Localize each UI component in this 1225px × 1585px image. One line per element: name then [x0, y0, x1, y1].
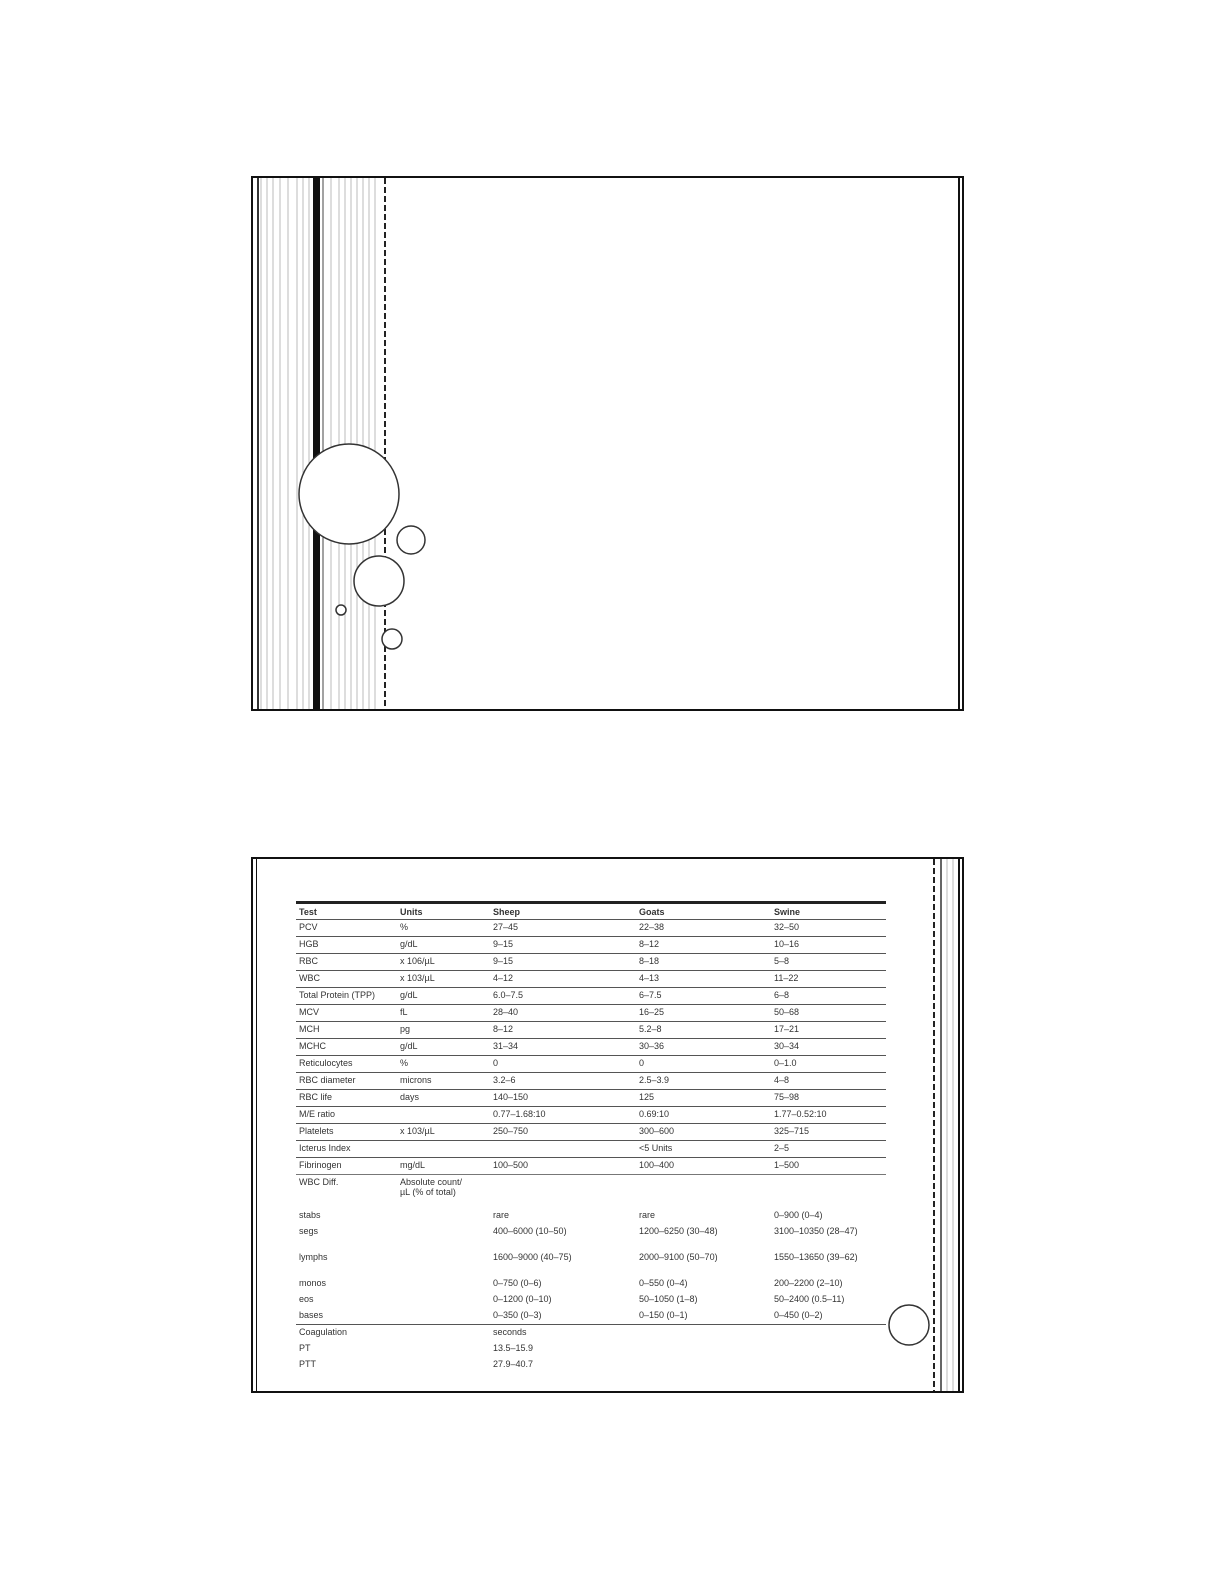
table-cell: 27–45: [490, 920, 636, 937]
wbc-diff-row: [296, 1308, 886, 1325]
table-cell: g/dL: [397, 1039, 490, 1056]
table-cell: Reticulocytes: [296, 1056, 397, 1073]
table-cell: 0.69:10: [636, 1107, 771, 1124]
table-cell: [397, 1250, 490, 1266]
table-cell: g/dL: [397, 988, 490, 1005]
table-cell: 200–2200 (2–10): [774, 1278, 843, 1288]
wbc-diff-row: [296, 1224, 886, 1240]
table-cell: MCHC: [296, 1039, 397, 1056]
table-cell: PTT: [299, 1359, 316, 1369]
table-cell: %: [397, 1056, 490, 1073]
table-cell: 140–150: [490, 1090, 636, 1107]
column-header: Test: [296, 903, 397, 920]
table-cell: g/dL: [397, 937, 490, 954]
table-cell: fL: [397, 1005, 490, 1022]
table-cell: 50–2400 (0.5–11): [774, 1294, 845, 1304]
table-cell: MCV: [296, 1005, 397, 1022]
table-cell: 0–900 (0–4): [774, 1210, 823, 1220]
table-cell: 6.0–7.5: [490, 988, 636, 1005]
column-header: Units: [397, 903, 490, 920]
table-cell: PT: [299, 1343, 311, 1353]
table-cell: 0–1200 (0–10): [493, 1294, 552, 1304]
table-cell: [397, 1341, 490, 1357]
coagulation-header-row: [296, 1325, 886, 1342]
table-cell: [397, 1276, 490, 1292]
table-cell: 17–21: [771, 1022, 886, 1039]
table-cell: [397, 1325, 490, 1342]
table-cell: 2.5–3.9: [636, 1073, 771, 1090]
wbc-diff-row: [296, 1292, 886, 1308]
table-row: [296, 920, 886, 937]
table-cell: bases: [299, 1310, 324, 1320]
table-cell: [397, 1357, 490, 1373]
table-cell: [636, 1175, 771, 1199]
table-cell: WBC Diff.: [299, 1177, 339, 1187]
table-cell: Total Protein (TPP): [296, 988, 397, 1005]
table-cell: seconds: [490, 1325, 636, 1342]
table-cell: 0.77–1.68:10: [490, 1107, 636, 1124]
table-cell: 0–450 (0–2): [774, 1310, 823, 1320]
table-cell: 100–400: [636, 1158, 771, 1175]
table-cell: [397, 1107, 490, 1124]
table-row: [296, 1141, 886, 1158]
table-cell: 1200–6250 (30–48): [639, 1226, 718, 1236]
coagulation-row: [296, 1357, 886, 1373]
column-header: Goats: [636, 903, 771, 920]
table-cell: 3100–10350 (28–47): [774, 1226, 858, 1236]
table-cell: %: [397, 920, 490, 937]
table-cell: rare: [493, 1210, 510, 1220]
table-cell: 8–12: [636, 937, 771, 954]
table-cell: 28–40: [490, 1005, 636, 1022]
table-row: [296, 971, 886, 988]
column-header: Swine: [771, 903, 886, 920]
table-cell: 3.2–6: [490, 1073, 636, 1090]
table-cell: [636, 1357, 771, 1373]
slide-2: [251, 857, 964, 1393]
table-cell: HGB: [296, 937, 397, 954]
table-cell: 22–38: [636, 920, 771, 937]
table-cell: PCV: [296, 920, 397, 937]
slide-1-decoration: [253, 178, 964, 711]
units-line: Absolute count/: [400, 1177, 463, 1187]
spacer-row: [296, 1266, 886, 1276]
table-cell: rare: [639, 1210, 656, 1220]
table-cell: RBC: [296, 954, 397, 971]
table-cell: 5–8: [771, 954, 886, 971]
coagulation-row: [296, 1341, 886, 1357]
table-cell: 250–750: [490, 1124, 636, 1141]
wbc-diff-row: [296, 1250, 886, 1266]
table-cell: [771, 1357, 886, 1373]
table-cell: [771, 1325, 886, 1342]
table-cell: [397, 1224, 490, 1240]
table-row: [296, 1107, 886, 1124]
spacer-row: [296, 1240, 886, 1250]
table-cell: 300–600: [636, 1124, 771, 1141]
table-cell: 1550–13650 (39–62): [774, 1252, 858, 1262]
table-cell: 4–8: [771, 1073, 886, 1090]
table-cell: 0: [490, 1056, 636, 1073]
table-cell: 4–12: [490, 971, 636, 988]
table-cell: 125: [636, 1090, 771, 1107]
table-cell: 75–98: [771, 1090, 886, 1107]
slide-1: [251, 176, 964, 711]
table-cell: [490, 1175, 636, 1199]
table-cell: 6–8: [771, 988, 886, 1005]
table-cell: x 106/µL: [397, 954, 490, 971]
table-cell: [397, 1175, 490, 1199]
table-cell: 8–18: [636, 954, 771, 971]
table-cell: 6–7.5: [636, 988, 771, 1005]
table-row: [296, 1158, 886, 1175]
table-row: [296, 988, 886, 1005]
table-row: [296, 954, 886, 971]
table-cell: lymphs: [299, 1252, 328, 1262]
table-row: [296, 937, 886, 954]
units-line: µL (% of total): [400, 1187, 456, 1197]
table-row: [296, 1073, 886, 1090]
table-row: [296, 1005, 886, 1022]
table-cell: RBC life: [296, 1090, 397, 1107]
table-cell: 5.2–8: [636, 1022, 771, 1039]
table-cell: [397, 1208, 490, 1224]
table-row: [296, 1056, 886, 1073]
table-cell: <5 Units: [636, 1141, 771, 1158]
hematology-reference-table: [296, 901, 886, 1373]
table-cell: 2–5: [771, 1141, 886, 1158]
table-row: [296, 1039, 886, 1056]
table-cell: [636, 1341, 771, 1357]
table-cell: pg: [397, 1022, 490, 1039]
table-cell: 30–34: [771, 1039, 886, 1056]
table-cell: 1.77–0.52:10: [771, 1107, 886, 1124]
table-row: [296, 1090, 886, 1107]
table-cell: 50–68: [771, 1005, 886, 1022]
table-header-row: [296, 903, 886, 920]
wbc-diff-row: [296, 1208, 886, 1224]
wbc-diff-header-row: [296, 1175, 886, 1199]
table-cell: WBC: [296, 971, 397, 988]
table-cell: mg/dL: [397, 1158, 490, 1175]
table-cell: 0–550 (0–4): [639, 1278, 688, 1288]
table-cell: stabs: [299, 1210, 321, 1220]
table-cell: [490, 1141, 636, 1158]
table-cell: 27.9–40.7: [493, 1359, 534, 1369]
table-cell: 50–1050 (1–8): [639, 1294, 698, 1304]
table-row: [296, 1124, 886, 1141]
table-cell: Icterus Index: [296, 1141, 397, 1158]
table-cell: [397, 1141, 490, 1158]
table-cell: Fibrinogen: [296, 1158, 397, 1175]
table-cell: 0–1.0: [771, 1056, 886, 1073]
table-cell: 1600–9000 (40–75): [493, 1252, 572, 1262]
table-cell: segs: [299, 1226, 319, 1236]
table-cell: 0–150 (0–1): [639, 1310, 688, 1320]
table-cell: Platelets: [296, 1124, 397, 1141]
table-cell: monos: [299, 1278, 327, 1288]
table-cell: [771, 1341, 886, 1357]
table-cell: 325–715: [771, 1124, 886, 1141]
table-cell: [397, 1292, 490, 1308]
spacer-row: [296, 1198, 886, 1208]
table-cell: 0: [636, 1056, 771, 1073]
table-cell: 1–500: [771, 1158, 886, 1175]
table-cell: 16–25: [636, 1005, 771, 1022]
table-cell: M/E ratio: [296, 1107, 397, 1124]
table-cell: x 103/µL: [397, 971, 490, 988]
table-cell: x 103/µL: [397, 1124, 490, 1141]
table-cell: 10–16: [771, 937, 886, 954]
table-cell: 32–50: [771, 920, 886, 937]
wbc-diff-row: [296, 1276, 886, 1292]
table-cell: [636, 1325, 771, 1342]
table-cell: 100–500: [490, 1158, 636, 1175]
table-cell: 0–750 (0–6): [493, 1278, 542, 1288]
table-cell: Coagulation: [296, 1325, 397, 1342]
table-cell: eos: [299, 1294, 314, 1304]
table-cell: 2000–9100 (50–70): [639, 1252, 718, 1262]
table-body: [296, 920, 886, 1374]
column-header: Sheep: [490, 903, 636, 920]
table-cell: [771, 1175, 886, 1199]
table-cell: 0–350 (0–3): [493, 1310, 542, 1320]
table-cell: 9–15: [490, 937, 636, 954]
table-cell: 4–13: [636, 971, 771, 988]
table-cell: RBC diameter: [296, 1073, 397, 1090]
table-row: [296, 1022, 886, 1039]
table-cell: microns: [397, 1073, 490, 1090]
table-cell: 400–6000 (10–50): [493, 1226, 567, 1236]
table-cell: days: [397, 1090, 490, 1107]
table-cell: 9–15: [490, 954, 636, 971]
table-cell: 31–34: [490, 1039, 636, 1056]
table-cell: 11–22: [771, 971, 886, 988]
table-cell: 8–12: [490, 1022, 636, 1039]
table-cell: 13.5–15.9: [493, 1343, 534, 1353]
table-cell: [397, 1308, 490, 1325]
table-cell: 30–36: [636, 1039, 771, 1056]
table-cell: MCH: [296, 1022, 397, 1039]
